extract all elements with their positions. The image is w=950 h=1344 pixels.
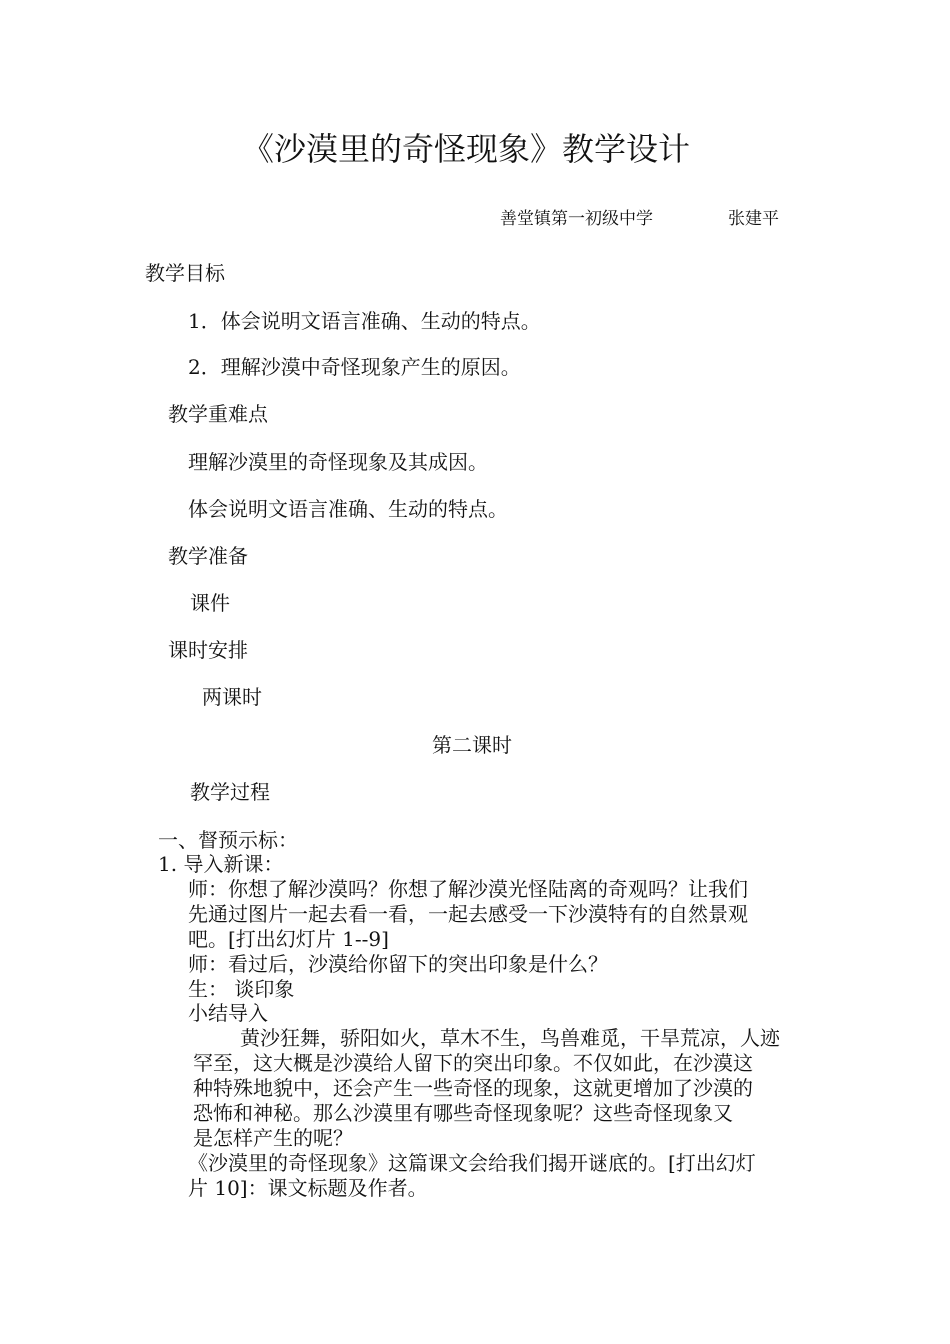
author-school: 善堂镇第一初级中学 — [500, 209, 653, 229]
process-line: 师：看过后，沙漠给你留下的突出印象是什么？ — [188, 952, 608, 976]
process-line: 罕至，这大概是沙漠给人留下的突出印象。不仅如此，在沙漠这 — [193, 1051, 753, 1075]
objectives-heading: 教学目标 — [145, 261, 225, 285]
key-point-item: 理解沙漠里的奇怪现象及其成因。 — [188, 450, 488, 474]
objective-item: 1．体会说明文语言准确、生动的特点。 — [188, 309, 541, 333]
author-name: 张建平 — [728, 209, 779, 229]
process-line: 是怎样产生的呢？ — [193, 1126, 353, 1150]
process-line: 先通过图片一起去看一看，一起去感受一下沙漠特有的自然景观 — [188, 902, 748, 926]
preparation-text: 课件 — [190, 591, 230, 615]
process-line: 片 10]：课文标题及作者。 — [188, 1176, 428, 1200]
objective-item: 2．理解沙漠中奇怪现象产生的原因。 — [188, 355, 521, 379]
process-line: 生： 谈印象 — [188, 977, 295, 1001]
process-line: 一、督预示标： — [158, 828, 298, 852]
schedule-heading: 课时安排 — [168, 638, 248, 662]
process-line: 1. 导入新课： — [158, 852, 284, 876]
lesson-title: 第二课时 — [432, 733, 512, 757]
process-heading: 教学过程 — [190, 780, 270, 804]
schedule-text: 两课时 — [202, 685, 262, 709]
key-points-heading: 教学重难点 — [168, 402, 268, 426]
preparation-heading: 教学准备 — [168, 544, 248, 568]
process-line: 吧。[打出幻灯片 1--9] — [188, 927, 389, 951]
process-line: 种特殊地貌中，还会产生一些奇怪的现象，这就更增加了沙漠的 — [193, 1076, 753, 1100]
process-line: 恐怖和神秘。那么沙漠里有哪些奇怪现象呢？这些奇怪现象又 — [193, 1101, 733, 1125]
page-title: 《沙漠里的奇怪现象》教学设计 — [242, 130, 691, 168]
process-line: 师：你想了解沙漠吗？你想了解沙漠光怪陆离的奇观吗？让我们 — [188, 877, 748, 901]
process-line: 黄沙狂舞，骄阳如火，草木不生，鸟兽难觅，干旱荒凉，人迹 — [240, 1026, 780, 1050]
process-line: 《沙漠里的奇怪现象》这篇课文会给我们揭开谜底的。[打出幻灯 — [188, 1151, 756, 1175]
key-point-item: 体会说明文语言准确、生动的特点。 — [188, 497, 508, 521]
process-line: 小结导入 — [188, 1001, 268, 1025]
